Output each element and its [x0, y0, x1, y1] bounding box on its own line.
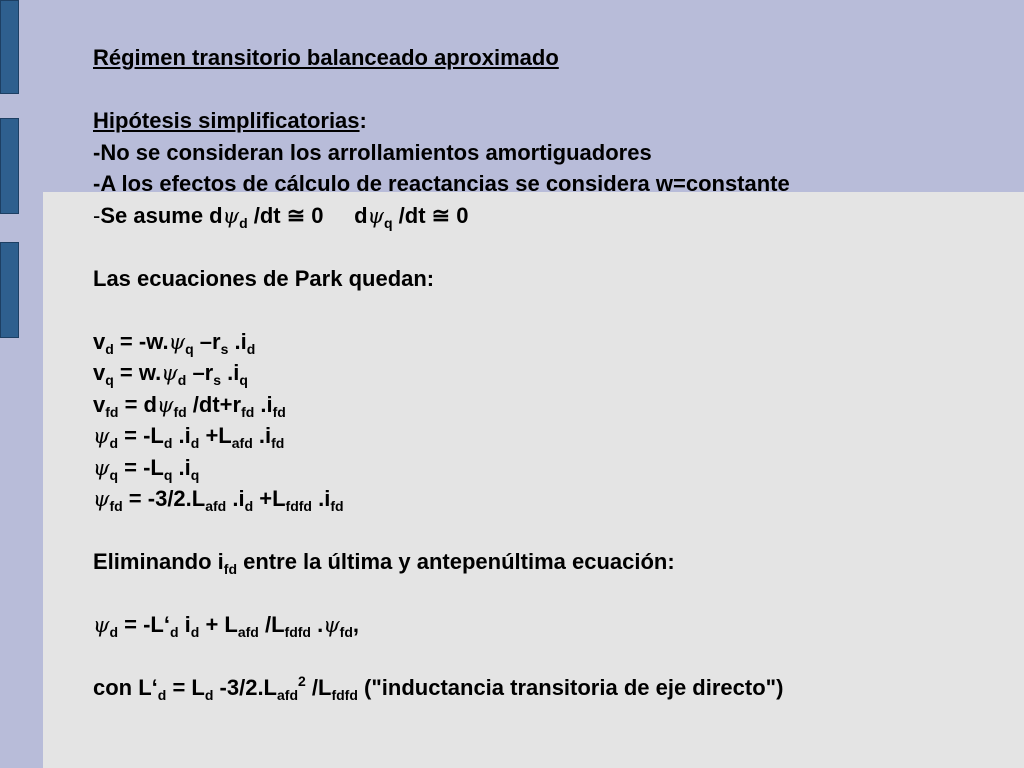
equation-psifd: $\psi_{fd} = -3/2.L_{afd}$ $.i_d +L_{fdfd}$ $.i_{fd}$	[93, 486, 344, 514]
equation-psid-transient: $\psi_d$ = $-L‘_d$ $i_d + L_{afd}$ $/L_{fdfd}$ $.\psi_{fd}$,	[93, 612, 360, 640]
equation-psid: $\psi_d = -L_d$ $.i_d +L_{afd}$ $.i_{fd}$	[93, 423, 285, 451]
equation-vfd: $v_{fd} = d\psi_{fd}$ $/dt+r_{fd}$ $.i_{fd}$	[93, 391, 286, 420]
hypotheses-heading-text: Hipótesis simplificatorias	[93, 108, 360, 133]
slide-content	[93, 42, 993, 704]
hypothesis-3	[93, 200, 993, 232]
sidebar-accent-bar	[0, 0, 19, 94]
text: /dt ≅ 0	[392, 202, 469, 228]
dash: -	[93, 202, 101, 228]
elimination-text: Eliminando $i_{fd}$ entre la última y antepenúltima ecuación:	[93, 549, 675, 577]
equation-vq: $v_q = w.\psi_d$ $-r_s$ $.i_q$	[93, 360, 248, 388]
colon: :	[359, 108, 367, 133]
transient-inductance-definition: con $L‘_d = L_d$ $-3/2.L_{afd}^2$ $/L_{fdfd}$ ("inductancia transitoria de eje directo")	[93, 673, 784, 703]
equation-psiq: $\psi_q = -L_q$ $.i_q$	[93, 454, 200, 483]
slide-title-text: Régimen transitorio balanceado aproximado	[93, 45, 559, 70]
hypotheses-heading	[93, 105, 993, 137]
sidebar-accent-bar	[0, 242, 19, 338]
text: Se asume d	[100, 202, 223, 228]
psi-symbol: ψ	[222, 203, 240, 228]
sidebar-accent-bar	[0, 118, 19, 214]
sub: d	[239, 214, 248, 231]
text: /dt ≅ 0 d	[247, 202, 368, 228]
equation-vd: $v_d = -w.\psi_q$ $-r_s$ $.i_d$	[93, 328, 256, 357]
hypothesis-1: -No se consideran los arrollamientos amortiguadores	[93, 139, 652, 165]
psi-symbol: ψ	[367, 203, 384, 228]
slide-title	[93, 42, 993, 74]
sub: q	[384, 214, 393, 231]
park-heading: Las ecuaciones de Park quedan:	[93, 265, 435, 291]
hypothesis-2: -A los efectos de cálculo de reactancias se considera w=constante	[93, 171, 790, 196]
